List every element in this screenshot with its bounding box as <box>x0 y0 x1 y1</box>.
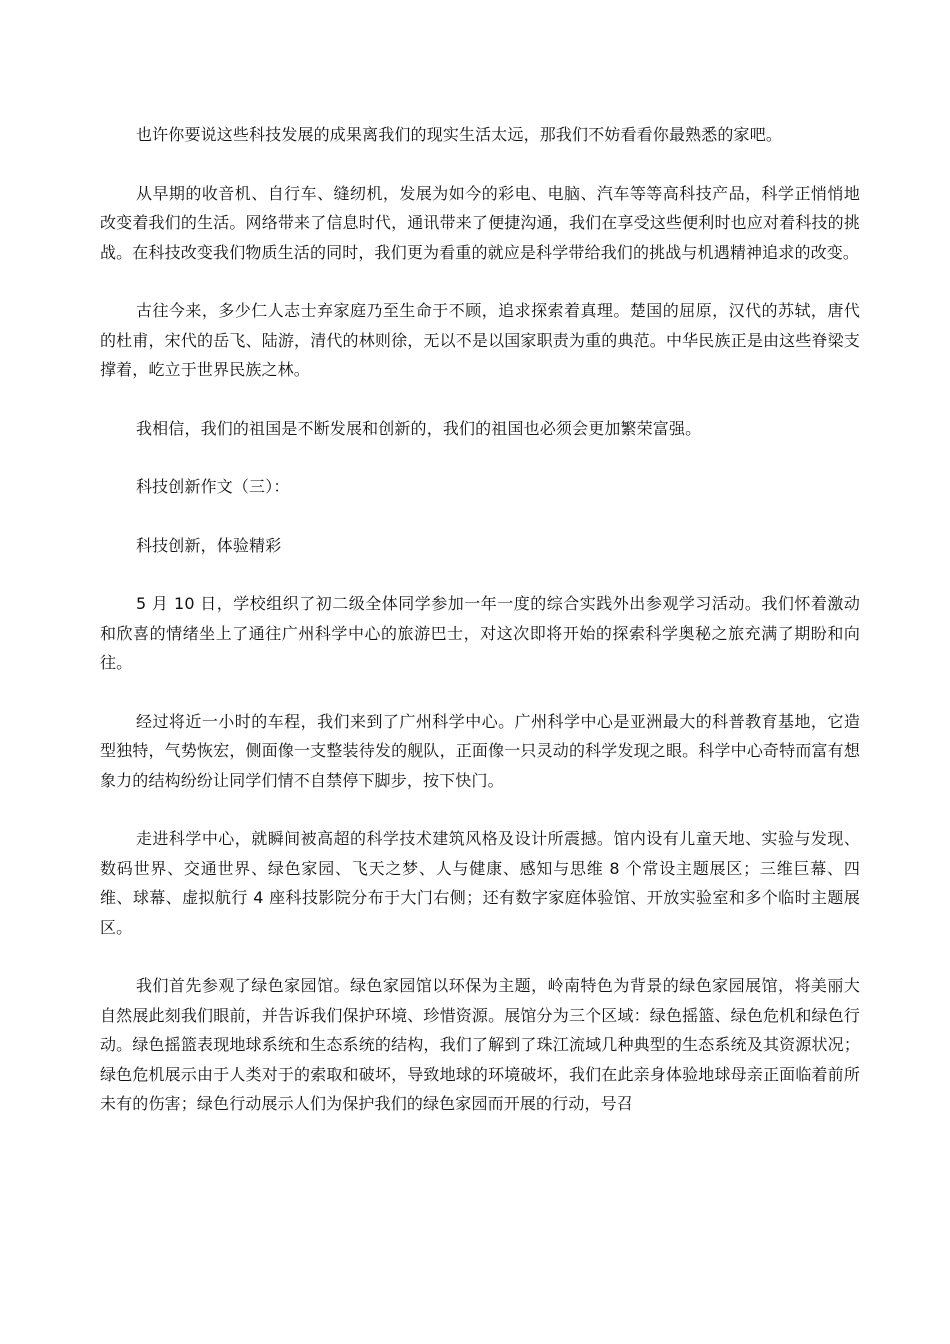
paragraph: 5 月 10 日，学校组织了初二级全体同学参加一年一度的综合实践外出参观学习活动。我们怀着激动和欣喜的情绪坐上了通往广州科学中心的旅游巴士，对这次即将开始的探索科学奥秘之旅充满了期盼和向往。 <box>100 594 860 672</box>
paragraph: 我相信，我们的祖国是不断发展和创新的，我们的祖国也必须会更加繁荣富强。 <box>136 418 702 438</box>
document-body <box>100 120 860 1148</box>
paragraph: 古往今来，多少仁人志士弃家庭乃至生命于不顾，追求探索着真理。楚国的屈原，汉代的苏轼，唐代的杜甫，宋代的岳飞、陆游，清代的林则徐，无以不是以国家职责为重的典范。中华民族正是由这些脊梁支撑着，屹立于世界民族之林。 <box>100 301 860 379</box>
paragraph: 走进科学中心，就瞬间被高超的科学技术建筑风格及设计所震撼。馆内设有儿童天地、实验与发现、数码世界、交通世界、绿色家园、飞天之梦、人与健康、感知与思维 8 个常设主题展区；三维巨幕、四维、球幕、虚拟航行 4 座科技影院分布于大门右侧；还有数字家庭体验馆、开放实验室和多个临时主题展区。 <box>100 829 860 937</box>
paragraph: 经过将近一小时的车程，我们来到了广州科学中心。广州科学中心是亚洲最大的科普教育基地，它造型独特，气势恢宏，侧面像一支整装待发的舰队，正面像一只灵动的科学发现之眼。科学中心奇特而富有想象力的结构纷纷让同学们情不自禁停下脚步，按下快门。 <box>100 711 860 790</box>
paragraph: 也许你要说这些科技发展的成果离我们的现实生活太远，那我们不妨看看你最熟悉的家吧。 <box>136 125 783 144</box>
paragraph: 从早期的收音机、自行车、缝纫机，发展为如今的彩电、电脑、汽车等等高科技产品，科学正悄悄地改变着我们的生活。网络带来了信息时代，通讯带来了便捷沟通，我们在享受这些便利时也应对着科技的挑战。在科技改变我们物质生活的同时，我们更为看重的就应是科学带给我们的挑战与机遇精神追求的改变。 <box>100 183 860 262</box>
paragraph: 我们首先参观了绿色家园馆。绿色家园馆以环保为主题，岭南特色为背景的绿色家园展馆，将美丽大自然展此刻我们眼前，并告诉我们保护环境、珍惜资源。展馆分为三个区域：绿色摇篮、绿色危机和绿色行动。绿色摇篮表现地球系统和生态系统的结构，我们了解到了珠江流域几种典型的生态系统及其资源状况；绿色危机展示由于人类对于的索取和破坏，导致地球的环境破坏，我们在此亲身体验地球母亲正面临着前所未有的伤害；绿色行动展示人们为保护我们的绿色家园而开展的行动，号召 <box>100 976 860 1113</box>
section-heading: 科技创新作文（三）： <box>136 477 290 496</box>
essay-title: 科技创新，体验精彩 <box>136 535 282 555</box>
